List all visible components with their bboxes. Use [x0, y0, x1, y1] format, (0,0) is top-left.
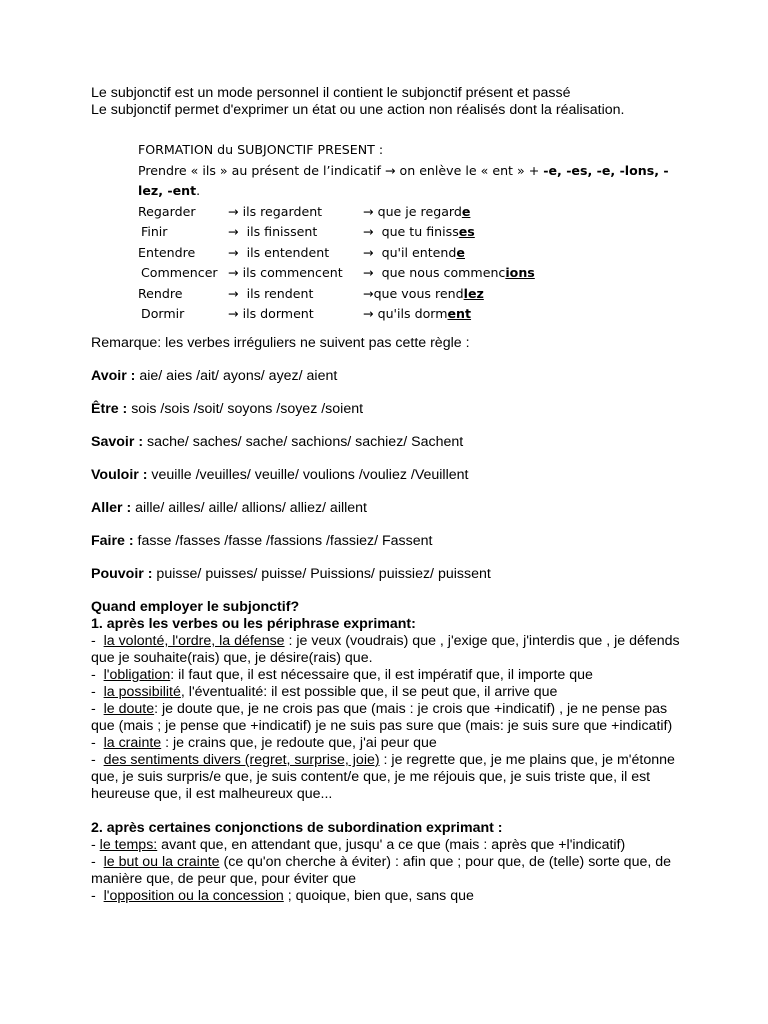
arrow-icon: →	[228, 224, 239, 240]
list-item: - des sentiments divers (regret, surprise, joie) : je regrette que, je me plains que, je m'étonne que, je suis surpris/e que, je suis content/e que, je me réjouis que, je suis triste que, il est heureuse que, il est malheureux que...	[91, 752, 675, 803]
arrow-icon: →	[363, 203, 374, 219]
list-item: - le but ou la crainte (ce qu'on cherche à éviter) : afin que ; pour que, de (telle) sorte que, de manière que, de peur que, pour éviter que	[91, 854, 672, 888]
remarque: Remarque: les verbes irréguliers ne suivent pas cette règle :	[91, 335, 470, 352]
conjugation-row: Finir → ils finissent → que tu finisses	[141, 224, 475, 240]
formation-box	[138, 140, 691, 325]
list-item: - l'opposition ou la concession ; quoique, bien que, sans que	[91, 888, 474, 905]
list-item: - la crainte : je crains que, je redoute que, j'ai peur que	[91, 735, 437, 752]
arrow-icon: →	[228, 306, 239, 322]
formation-rule: Prendre « ils » au présent de l’indicatif → on enlève le « ent » + -e, -es, -e, -lons, -	[138, 162, 669, 178]
irregular-verb: Être : sois /sois /soit/ soyons /soyez /soient	[91, 401, 364, 418]
usage-question: Quand employer le subjonctif?	[91, 599, 300, 616]
conjugation-row: Rendre → ils rendent →que vous rendlez	[138, 285, 484, 301]
section-1-title: 1. après les verbes ou les périphrase exprimant:	[91, 616, 416, 633]
irregular-verb: Aller : aille/ ailles/ aille/ allions/ alliez/ aillent	[91, 500, 368, 517]
arrow-icon: →	[363, 285, 374, 301]
arrow-icon: →	[228, 285, 239, 301]
irregular-verb: Vouloir : veuille /veuilles/ veuille/ voulions /vouliez /Veuillent	[91, 467, 469, 484]
formation-title: FORMATION du SUBJONCTIF PRESENT :	[138, 142, 384, 157]
arrow-icon: →	[363, 244, 374, 260]
list-item: - le doute: je doute que, je ne crois pas que (mais : je crois que +indicatif) , je ne pense pas que (mais ; je pense que +indicatif) je ne suis pas sure que (mais: je suis sure que +indicatif)	[91, 701, 673, 735]
usage-section	[91, 599, 691, 905]
irregular-verb: Avoir : aie/ aies /ait/ ayons/ ayez/ aient	[91, 368, 338, 385]
formation-rule-cont: lez, -ent.	[138, 183, 201, 198]
irregular-verb: Pouvoir : puisse/ puisses/ puisse/ Puissions/ puissiez/ puissent	[91, 566, 491, 583]
arrow-icon: →	[363, 306, 374, 322]
irregular-verb: Savoir : sache/ saches/ sache/ sachions/ sachiez/ Sachent	[91, 434, 464, 451]
arrow-icon: →	[228, 203, 239, 219]
intro-line-1: Le subjonctif est un mode personnel il contient le subjonctif présent et passé	[91, 85, 571, 101]
arrow-icon: →	[363, 265, 374, 281]
list-item: - la possibilité, l'éventualité: il est possible que, il se peut que, il arrive que	[91, 684, 558, 701]
intro-line-2: Le subjonctif permet d'exprimer un état ou une action non réalisés dont la réalisation.	[91, 102, 625, 118]
conjugation-row: Commencer → ils commencent → que nous commencions	[141, 265, 535, 281]
list-item: - la volonté, l'ordre, la défense : je veux (voudrais) que , j'exige que, j'interdis que , je défends que je souhaite(rais) que, je désire(rais) que.	[91, 633, 680, 667]
arrow-icon: →	[228, 265, 239, 281]
arrow-icon: →	[363, 224, 374, 240]
document-page	[91, 85, 691, 905]
list-item: - le temps: avant que, en attendant que, jusqu' a ce que (mais : après que +l'indicatif)	[91, 837, 626, 854]
conjugation-row: Regarder → ils regardent → que je regarde	[138, 203, 471, 219]
arrow-icon: →	[228, 244, 239, 260]
list-item: - l'obligation: il faut que, il est nécessaire que, il est impératif que, il importe que	[91, 667, 593, 684]
section-2-title: 2. après certaines conjonctions de subordination exprimant :	[91, 820, 503, 837]
conjugation-row: Entendre → ils entendent → qu'il entende	[138, 244, 465, 260]
irregular-verb: Faire : fasse /fasses /fasse /fassions /fassiez/ Fassent	[91, 533, 433, 550]
conjugation-row: Dormir → ils dorment → qu'ils dorment	[141, 306, 472, 322]
